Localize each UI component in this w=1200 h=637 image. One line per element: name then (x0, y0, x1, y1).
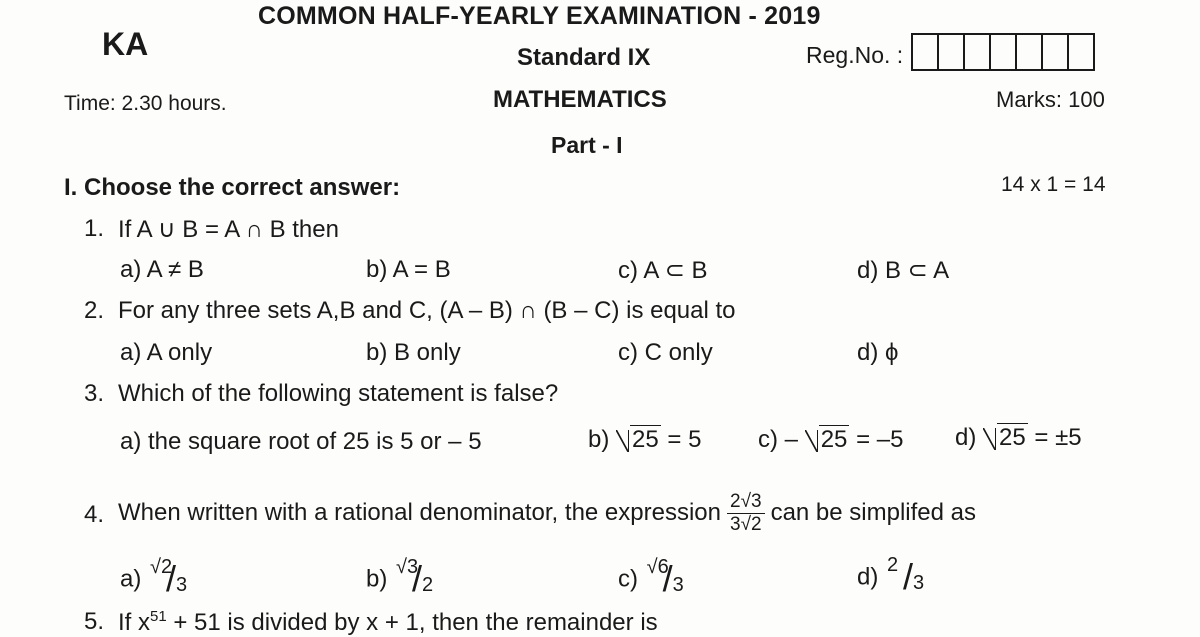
question-4-text: When written with a rational denominator, the expression (118, 499, 721, 526)
question-1-option-b: b) A = B (366, 256, 451, 283)
fraction-top: √2 (150, 556, 173, 578)
reg-no-box[interactable] (989, 33, 1017, 71)
fraction-top: √6 (646, 556, 669, 578)
option-rest: = ±5 (1034, 424, 1082, 451)
question-4-line (118, 478, 976, 548)
reg-no-boxes (913, 33, 1095, 71)
fraction-bottom: 3 (913, 572, 925, 594)
slash-fraction (645, 556, 697, 600)
reg-no-box[interactable] (1015, 33, 1043, 71)
section-title: I. Choose the correct answer: (64, 174, 401, 201)
standard-label: Standard IX (517, 44, 651, 71)
question-5-number: 5. (84, 608, 105, 635)
sqrt-symbol (616, 426, 661, 454)
question-4-option-b (366, 556, 446, 600)
reg-no-box[interactable] (963, 33, 991, 71)
fraction-bottom: 2 (422, 574, 434, 596)
question-1-option-a: a) A ≠ B (120, 256, 204, 283)
part-title: Part - I (551, 132, 623, 158)
question-3-text: Which of the following statement is false? (118, 380, 559, 407)
question-4-option-d (857, 554, 937, 598)
time-label: Time: 2.30 hours. (64, 92, 227, 115)
question-3-option-b (588, 426, 701, 454)
fraction-numerator: 2√3 (727, 491, 765, 514)
option-rest: = 5 (667, 426, 702, 453)
paper-code: KA (102, 26, 149, 62)
fraction-top: √3 (396, 556, 419, 578)
reg-no-box[interactable] (1041, 33, 1069, 71)
question-2-text: For any three sets A,B and C, (A – B) ∩ (B – C) is equal to (118, 297, 736, 324)
section-marks: 14 x 1 = 14 (1001, 173, 1106, 196)
radicand: 25 (820, 426, 848, 453)
option-label: b) (366, 565, 388, 593)
question-3-option-c (758, 426, 903, 454)
sqrt-symbol (805, 426, 850, 454)
question-2-option-d: d) ϕ (857, 339, 899, 366)
question-3-option-d (955, 424, 1082, 452)
question-3-number: 3. (84, 380, 105, 407)
reg-no-box[interactable] (937, 33, 965, 71)
question-4-option-a (120, 556, 200, 600)
subject-title: MATHEMATICS (493, 86, 667, 113)
question-2-option-c: c) C only (618, 339, 713, 366)
fraction-slash: / (903, 556, 914, 597)
question-2-number: 2. (84, 297, 105, 324)
marks-label: Marks: 100 (996, 87, 1105, 112)
question-5-text-pre: If x (118, 609, 151, 636)
exam-title: COMMON HALF-YEARLY EXAMINATION - 2019 (258, 2, 821, 30)
slash-fraction (885, 554, 937, 598)
minus-sign: – (784, 426, 799, 453)
question-2-option-b: b) B only (366, 339, 461, 366)
question-2-option-a: a) A only (120, 339, 213, 366)
question-4-option-c (618, 556, 697, 600)
fraction-denominator: 3√2 (730, 513, 762, 535)
option-label: b) (588, 426, 610, 453)
option-label: d) (857, 563, 879, 591)
question-1-option-c: c) A ⊂ B (618, 257, 708, 284)
question-1-option-d: d) B ⊂ A (857, 257, 950, 284)
sqrt-symbol (983, 424, 1028, 452)
question-1-text: If A ∪ B = A ∩ B then (118, 216, 339, 243)
question-5-text-post: + 51 is divided by x + 1, then the remainder is (166, 609, 658, 636)
reg-no-box[interactable] (1067, 33, 1095, 71)
option-label: c) (758, 426, 778, 453)
radicand: 25 (999, 424, 1026, 451)
question-3-option-a: a) the square root of 25 is 5 or – 5 (120, 428, 482, 455)
fraction-bottom: 3 (672, 574, 684, 596)
slash-fraction (148, 556, 200, 600)
option-rest: = –5 (856, 426, 904, 453)
fraction-slash: / (412, 558, 423, 599)
question-5-text (118, 608, 658, 637)
option-label: c) (618, 565, 638, 593)
reg-no-box[interactable] (911, 33, 939, 71)
fraction-slash: / (166, 558, 177, 599)
option-label: d) (955, 424, 977, 451)
fraction-top: 2 (887, 554, 899, 576)
fraction-slash: / (662, 558, 673, 599)
radicand: 25 (632, 426, 659, 453)
expression-fraction (727, 491, 765, 536)
slash-fraction (394, 556, 446, 600)
reg-no-label: Reg.No. : (806, 42, 904, 68)
question-4-number: 4. (84, 501, 105, 528)
exponent: 51 (150, 608, 167, 625)
option-label: a) (120, 565, 142, 593)
fraction-bottom: 3 (176, 574, 188, 596)
question-1-number: 1. (84, 215, 105, 242)
question-4-text-after: can be simplifed as (770, 499, 977, 526)
